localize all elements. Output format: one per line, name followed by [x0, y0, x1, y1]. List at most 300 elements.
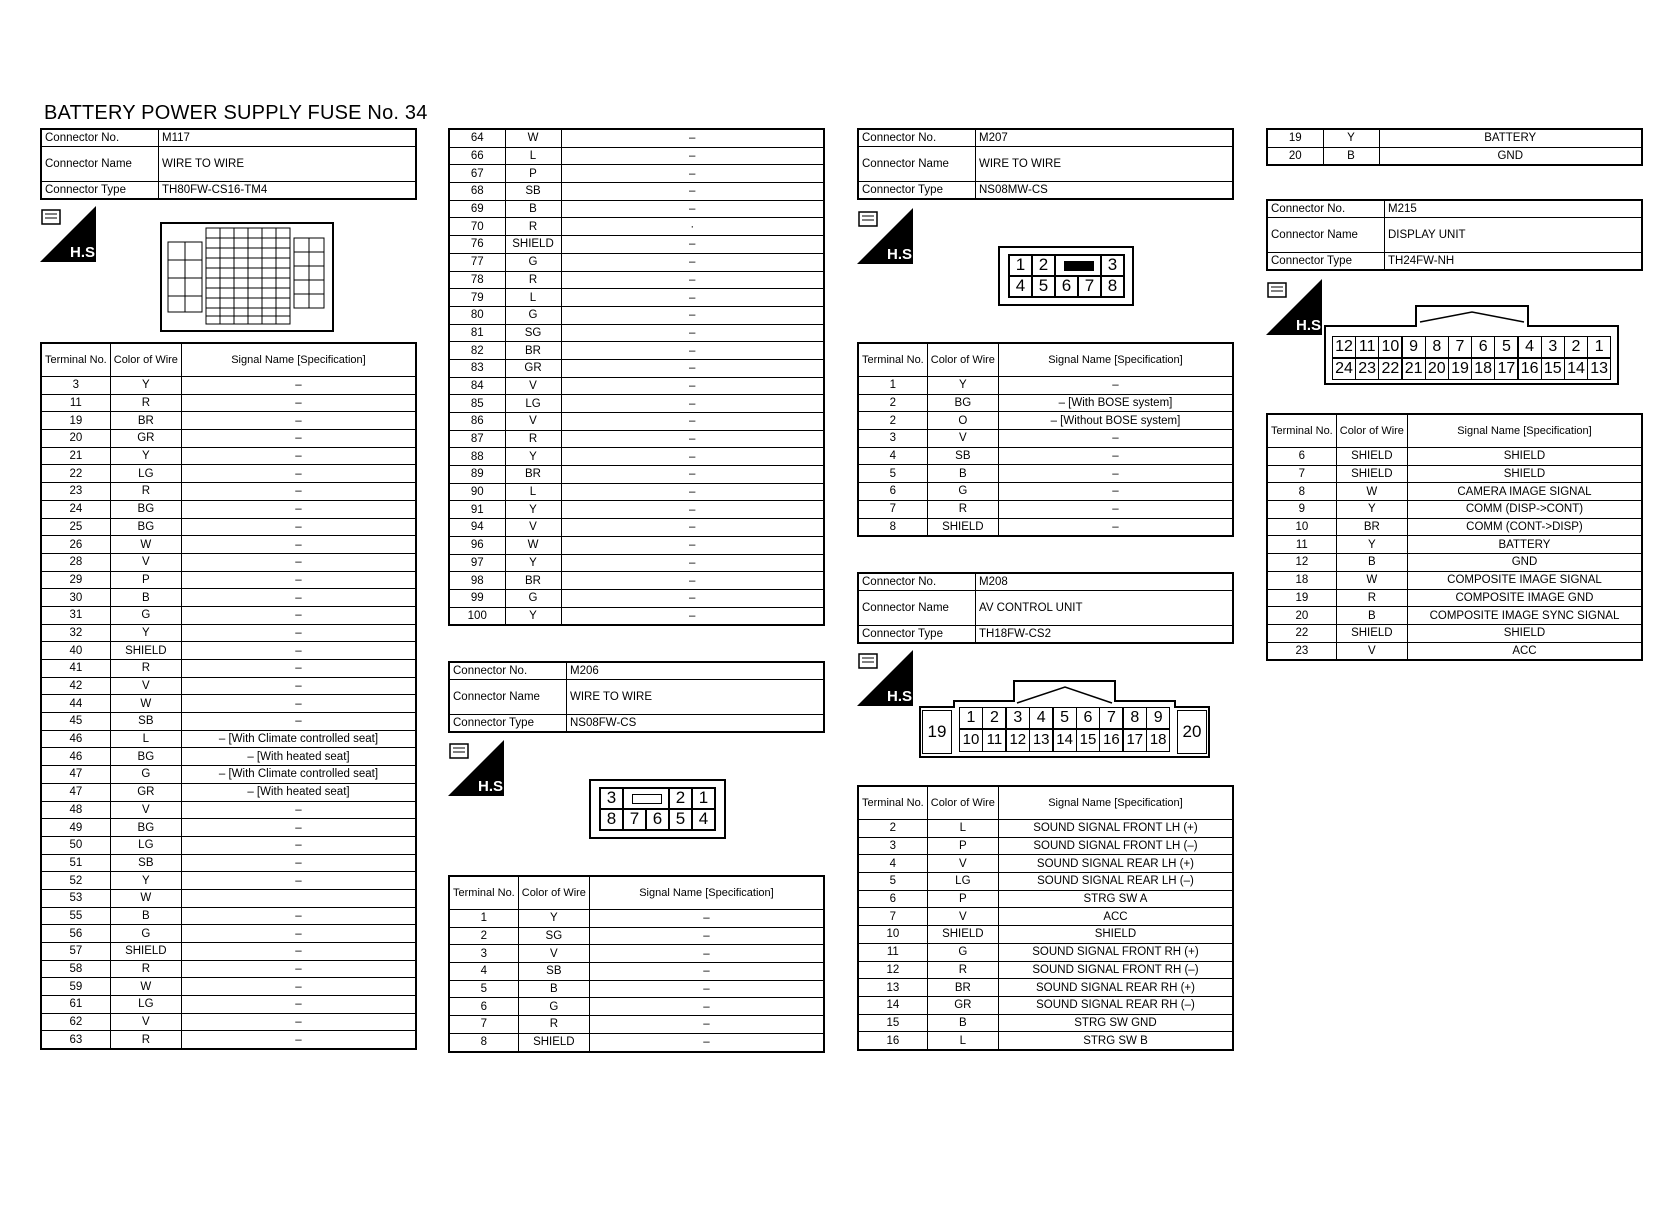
- terminal-row: [449, 963, 824, 981]
- connector-pin: 2: [1032, 255, 1055, 276]
- terminal-row: [41, 571, 416, 589]
- signal-name: –: [181, 447, 416, 465]
- signal-name: –: [181, 677, 416, 695]
- terminal-row: [1267, 589, 1642, 607]
- connector-pin: 7: [1448, 336, 1472, 358]
- terminal-row: [858, 820, 1233, 838]
- signal-name: SOUND SIGNAL REAR RH (–): [998, 996, 1233, 1014]
- connector-pin: 5: [1494, 336, 1518, 358]
- signal-name: – [With Climate controlled seat]: [181, 730, 416, 748]
- terminal-no: 20: [41, 430, 110, 448]
- terminal-no: 78: [449, 271, 505, 289]
- connector-pin: 9: [1146, 707, 1170, 729]
- wire-color: B: [110, 589, 181, 607]
- connector-face-m117: [160, 222, 334, 332]
- terminal-row: [449, 413, 824, 431]
- signal-name: –: [181, 483, 416, 501]
- wire-color: SB: [927, 447, 998, 465]
- terminal-row: [449, 289, 824, 307]
- signal-name: COMM (DISP->CONT): [1407, 501, 1642, 519]
- connector-no-value: M208: [976, 573, 1234, 591]
- wire-color: BR: [505, 572, 561, 590]
- wire-color: R: [927, 961, 998, 979]
- terminal-row: [858, 394, 1233, 412]
- wire-color: GR: [110, 430, 181, 448]
- terminal-row: [858, 483, 1233, 501]
- wire-color: R: [1336, 589, 1407, 607]
- terminal-no-header: Terminal No.: [858, 343, 927, 377]
- connector-pin-block: [1008, 254, 1125, 298]
- connector-pin: 5: [669, 809, 692, 830]
- terminal-no: 6: [858, 890, 927, 908]
- svg-text:H.S.: H.S.: [887, 688, 917, 705]
- connector-pin: 20: [1425, 358, 1449, 380]
- terminal-row: [41, 801, 416, 819]
- signal-name: –: [181, 960, 416, 978]
- terminal-no: 14: [858, 996, 927, 1014]
- wire-color: Y: [110, 872, 181, 890]
- signal-name: –: [561, 271, 824, 289]
- wire-color: SHIELD: [927, 518, 998, 536]
- wire-color: SHIELD: [110, 642, 181, 660]
- signal-name: STRG SW GND: [998, 1014, 1233, 1032]
- terminal-no: 1: [449, 910, 518, 928]
- terminal-row: [449, 324, 824, 342]
- connector-pin: 14: [1053, 729, 1077, 752]
- terminal-no: 81: [449, 324, 505, 342]
- terminal-row: [41, 695, 416, 713]
- wire-color: LG: [110, 836, 181, 854]
- connector-pin-block: [599, 787, 716, 831]
- connector-pin: 18: [1471, 358, 1495, 380]
- connector-pin: 12: [1332, 336, 1356, 358]
- terminal-row: [449, 466, 824, 484]
- connector-lock-slot: [1055, 255, 1101, 276]
- signal-name: –: [181, 606, 416, 624]
- signal-name: –: [998, 518, 1233, 536]
- terminal-no: 28: [41, 553, 110, 571]
- terminal-table-m206: [448, 875, 825, 1053]
- signal-name: – [With Climate controlled seat]: [181, 766, 416, 784]
- terminal-row: [41, 978, 416, 996]
- harness-side-icon: [40, 206, 100, 262]
- terminal-no: 24: [41, 500, 110, 518]
- connector-pin: 13: [1029, 729, 1053, 752]
- signal-name-header: Signal Name [Specification]: [181, 343, 416, 377]
- terminal-row: [1267, 607, 1642, 625]
- wire-color: R: [110, 660, 181, 678]
- terminal-no: 25: [41, 518, 110, 536]
- terminal-row: [449, 607, 824, 625]
- connector-pin: 17: [1494, 358, 1518, 380]
- terminal-no: 2: [449, 927, 518, 945]
- terminal-row: [41, 713, 416, 731]
- terminal-no: 23: [41, 483, 110, 501]
- wire-color: SHIELD: [1336, 624, 1407, 642]
- terminal-row: [1267, 501, 1642, 519]
- connector-pin: 7: [623, 809, 646, 830]
- signal-name: –: [181, 553, 416, 571]
- terminal-row: [1267, 642, 1642, 660]
- terminal-row: [858, 873, 1233, 891]
- wire-color: LG: [505, 395, 561, 413]
- terminal-no: 82: [449, 342, 505, 360]
- terminal-no: 13: [858, 979, 927, 997]
- terminal-no: 20: [1267, 147, 1323, 165]
- terminal-no: 22: [41, 465, 110, 483]
- signal-name: –: [181, 996, 416, 1014]
- terminal-row: [858, 926, 1233, 944]
- terminal-row: [449, 927, 824, 945]
- connector-type-label: Connector Type: [858, 626, 976, 644]
- signal-name: –: [561, 147, 824, 165]
- wire-color: P: [927, 837, 998, 855]
- connector-pin: 3: [1006, 707, 1030, 729]
- connector-name-value: AV CONTROL UNIT: [976, 591, 1234, 626]
- terminal-table-m208: [857, 785, 1234, 1051]
- wire-color: G: [505, 253, 561, 271]
- terminal-row: [449, 306, 824, 324]
- wire-color: G: [518, 998, 589, 1016]
- svg-text:H.S.: H.S.: [478, 778, 508, 795]
- signal-name: –: [181, 500, 416, 518]
- terminal-no: 48: [41, 801, 110, 819]
- connector-pin: 10: [1378, 336, 1402, 358]
- signal-name: COMPOSITE IMAGE SIGNAL: [1407, 571, 1642, 589]
- terminal-row: [449, 945, 824, 963]
- terminal-row: [1267, 147, 1642, 165]
- terminal-row: [858, 430, 1233, 448]
- wire-color: R: [110, 394, 181, 412]
- terminal-row: [858, 943, 1233, 961]
- terminal-row: [1267, 624, 1642, 642]
- wire-color: LG: [110, 465, 181, 483]
- terminal-no: 2: [858, 412, 927, 430]
- wire-color: B: [1336, 607, 1407, 625]
- terminal-no: 85: [449, 395, 505, 413]
- wire-color: BR: [927, 979, 998, 997]
- terminal-table-m117: [40, 342, 417, 1050]
- terminal-row: [41, 960, 416, 978]
- terminal-no: 30: [41, 589, 110, 607]
- terminal-no: 84: [449, 377, 505, 395]
- harness-side-icon: [857, 208, 917, 264]
- signal-name: –: [561, 413, 824, 431]
- terminal-no: 15: [858, 1014, 927, 1032]
- signal-name: –: [181, 854, 416, 872]
- terminal-row: [1267, 483, 1642, 501]
- wire-color: R: [518, 1016, 589, 1034]
- terminal-no-header: Terminal No.: [1267, 414, 1336, 448]
- terminal-no: 53: [41, 889, 110, 907]
- signal-name: –: [181, 1031, 416, 1049]
- terminal-no: 98: [449, 572, 505, 590]
- signal-name: –: [181, 943, 416, 961]
- terminal-no-header: Terminal No.: [858, 786, 927, 820]
- terminal-no: 32: [41, 624, 110, 642]
- terminal-no: 18: [1267, 571, 1336, 589]
- connector-no-value: M207: [976, 129, 1234, 147]
- connector-pin: 1: [1009, 255, 1032, 276]
- connector-header-m207: [857, 128, 1234, 200]
- lock-tab: [1064, 261, 1094, 271]
- terminal-no: 11: [858, 943, 927, 961]
- signal-name: –: [181, 1013, 416, 1031]
- connector-pin: 16: [1099, 729, 1123, 752]
- terminal-row: [449, 342, 824, 360]
- harness-side-icon: [857, 650, 917, 706]
- terminal-row: [41, 766, 416, 784]
- wire-color: V: [505, 377, 561, 395]
- terminal-row: [449, 129, 824, 147]
- signal-name: SHIELD: [1407, 624, 1642, 642]
- signal-name: –: [561, 519, 824, 537]
- wire-color: R: [505, 271, 561, 289]
- terminal-row: [449, 910, 824, 928]
- lock-tab: [632, 794, 662, 804]
- connector-pin: 4: [1029, 707, 1053, 729]
- terminal-row: [41, 925, 416, 943]
- terminal-table-m207: [857, 342, 1234, 537]
- connector-pin: 20: [1177, 710, 1207, 754]
- wire-color: G: [110, 766, 181, 784]
- terminal-no: 66: [449, 147, 505, 165]
- connector-pin: 23: [1355, 358, 1379, 380]
- wire-color: Y: [505, 607, 561, 625]
- terminal-no: 52: [41, 872, 110, 890]
- terminal-no: 29: [41, 571, 110, 589]
- terminal-no: 19: [1267, 129, 1323, 147]
- wire-color: R: [110, 483, 181, 501]
- wire-color: GR: [927, 996, 998, 1014]
- wire-color: V: [927, 430, 998, 448]
- terminal-row: [449, 536, 824, 554]
- terminal-row: [858, 447, 1233, 465]
- signal-name: –: [561, 572, 824, 590]
- wire-color: G: [927, 483, 998, 501]
- connector-type-value: TH24FW-NH: [1385, 253, 1643, 271]
- signal-name: –: [589, 963, 824, 981]
- terminal-row: [858, 961, 1233, 979]
- connector-name-value: DISPLAY UNIT: [1385, 218, 1643, 253]
- terminal-row: [449, 165, 824, 183]
- signal-name: BATTERY: [1407, 536, 1642, 554]
- wire-color: B: [927, 1014, 998, 1032]
- connector-pin: 8: [600, 809, 623, 830]
- terminal-row: [858, 890, 1233, 908]
- terminal-row: [41, 589, 416, 607]
- terminal-no: 3: [449, 945, 518, 963]
- terminal-no: 8: [449, 1033, 518, 1051]
- wire-color: G: [505, 306, 561, 324]
- connector-header-m215: [1266, 199, 1643, 271]
- connector-pin: 21: [1402, 358, 1426, 380]
- connector-pin: 15: [1076, 729, 1100, 752]
- terminal-row: [41, 943, 416, 961]
- connector-pin: 1: [959, 707, 983, 729]
- terminal-row: [1267, 536, 1642, 554]
- connector-type-label: Connector Type: [858, 182, 976, 200]
- color-of-wire-header: Color of Wire: [927, 343, 998, 377]
- terminal-row: [41, 465, 416, 483]
- signal-name: –: [998, 377, 1233, 395]
- wire-color: R: [505, 430, 561, 448]
- connector-pin: 3: [1101, 255, 1124, 276]
- signal-name: ·: [561, 218, 824, 236]
- terminal-no: 97: [449, 554, 505, 572]
- connector-face-m208: [919, 677, 1211, 759]
- terminal-no: 7: [858, 500, 927, 518]
- signal-name: –: [589, 1016, 824, 1034]
- terminal-no: 67: [449, 165, 505, 183]
- signal-name: –: [181, 801, 416, 819]
- connector-type-label: Connector Type: [41, 182, 159, 200]
- connector-pin: 15: [1541, 358, 1565, 380]
- signal-name: –: [589, 1033, 824, 1051]
- connector-face-m215: [1324, 304, 1620, 386]
- terminal-no: 4: [858, 447, 927, 465]
- wire-color: Y: [518, 910, 589, 928]
- connector-pin: 4: [692, 809, 715, 830]
- terminal-no: 7: [449, 1016, 518, 1034]
- wire-color: SB: [505, 183, 561, 201]
- wire-color: SHIELD: [110, 943, 181, 961]
- connector-no-label: Connector No.: [858, 129, 976, 147]
- wire-color: V: [518, 945, 589, 963]
- connector-type-value: NS08MW-CS: [976, 182, 1234, 200]
- signal-name: SOUND SIGNAL FRONT RH (+): [998, 943, 1233, 961]
- connector-pin: 8: [1425, 336, 1449, 358]
- terminal-no: 100: [449, 607, 505, 625]
- terminal-no-header: Terminal No.: [41, 343, 110, 377]
- connector-name-label: Connector Name: [449, 680, 567, 715]
- wire-color: W: [110, 889, 181, 907]
- wire-color: G: [927, 943, 998, 961]
- wire-color: BG: [110, 500, 181, 518]
- signal-name: –: [561, 289, 824, 307]
- terminal-row: [41, 907, 416, 925]
- wire-color: BG: [110, 819, 181, 837]
- wire-color: V: [505, 519, 561, 537]
- wire-color: L: [505, 483, 561, 501]
- wire-color: P: [110, 571, 181, 589]
- terminal-row: [41, 536, 416, 554]
- signal-name: –: [561, 359, 824, 377]
- wire-color: V: [1336, 642, 1407, 660]
- harness-side-icon: [448, 740, 508, 796]
- signal-name: –: [589, 945, 824, 963]
- signal-name: – [With heated seat]: [181, 748, 416, 766]
- wire-color: BG: [927, 394, 998, 412]
- terminal-no: 21: [41, 447, 110, 465]
- wire-color: B: [1336, 554, 1407, 572]
- signal-name: –: [561, 236, 824, 254]
- terminal-no: 88: [449, 448, 505, 466]
- wire-color: SG: [505, 324, 561, 342]
- connector-pin: 12: [1006, 729, 1030, 752]
- signal-name: –: [181, 412, 416, 430]
- terminal-row: [858, 1014, 1233, 1032]
- signal-name: [181, 889, 416, 907]
- terminal-row: [858, 996, 1233, 1014]
- color-of-wire-header: Color of Wire: [1336, 414, 1407, 448]
- terminal-no: 22: [1267, 624, 1336, 642]
- terminal-no: 6: [1267, 448, 1336, 466]
- signal-name: –: [561, 165, 824, 183]
- connector-name-label: Connector Name: [858, 591, 976, 626]
- connector-pin: 5: [1053, 707, 1077, 729]
- terminal-row: [858, 908, 1233, 926]
- terminal-no: 91: [449, 501, 505, 519]
- signal-name: CAMERA IMAGE SIGNAL: [1407, 483, 1642, 501]
- signal-name: COMM (CONT->DISP): [1407, 518, 1642, 536]
- connector-name-label: Connector Name: [1267, 218, 1385, 253]
- wire-color: Y: [505, 501, 561, 519]
- signal-name: GND: [1379, 147, 1642, 165]
- signal-name: SOUND SIGNAL REAR RH (+): [998, 979, 1233, 997]
- wire-color: L: [927, 820, 998, 838]
- wire-color: B: [518, 980, 589, 998]
- terminal-row: [1267, 465, 1642, 483]
- terminal-row: [41, 447, 416, 465]
- terminal-no: 62: [41, 1013, 110, 1031]
- terminal-no: 4: [449, 963, 518, 981]
- wire-color: B: [927, 465, 998, 483]
- wire-color: LG: [927, 873, 998, 891]
- terminal-row: [449, 395, 824, 413]
- terminal-row: [1267, 129, 1642, 147]
- signal-name: –: [181, 394, 416, 412]
- connector-pin: 2: [982, 707, 1006, 729]
- signal-name: –: [181, 430, 416, 448]
- terminal-no: 8: [1267, 483, 1336, 501]
- connector-pin: 19: [1448, 358, 1472, 380]
- wire-color: R: [927, 500, 998, 518]
- terminal-no: 89: [449, 466, 505, 484]
- signal-name: –: [589, 910, 824, 928]
- terminal-row: [1267, 554, 1642, 572]
- wire-color: BR: [1336, 518, 1407, 536]
- harness-side-icon: [1266, 279, 1326, 335]
- terminal-row: [449, 271, 824, 289]
- terminal-no: 11: [41, 394, 110, 412]
- connector-pin: 22: [1378, 358, 1402, 380]
- terminal-row: [1267, 448, 1642, 466]
- wire-color: Y: [505, 554, 561, 572]
- wire-color: R: [505, 218, 561, 236]
- signal-name: –: [561, 377, 824, 395]
- terminal-row: [858, 518, 1233, 536]
- terminal-no: 94: [449, 519, 505, 537]
- signal-name: SOUND SIGNAL REAR LH (+): [998, 855, 1233, 873]
- wire-color: B: [505, 200, 561, 218]
- wire-color: B: [110, 907, 181, 925]
- signal-name: –: [181, 836, 416, 854]
- terminal-no: 3: [41, 377, 110, 395]
- signal-name: –: [561, 430, 824, 448]
- terminal-no: 44: [41, 695, 110, 713]
- terminal-no: 55: [41, 907, 110, 925]
- signal-name: –: [561, 200, 824, 218]
- terminal-row: [449, 448, 824, 466]
- connector-type-label: Connector Type: [1267, 253, 1385, 271]
- wire-color: V: [110, 801, 181, 819]
- connector-no-value: M206: [567, 662, 825, 680]
- terminal-row: [449, 1033, 824, 1051]
- terminal-row: [449, 572, 824, 590]
- connector-no-value: M117: [159, 129, 417, 147]
- terminal-no: 3: [858, 430, 927, 448]
